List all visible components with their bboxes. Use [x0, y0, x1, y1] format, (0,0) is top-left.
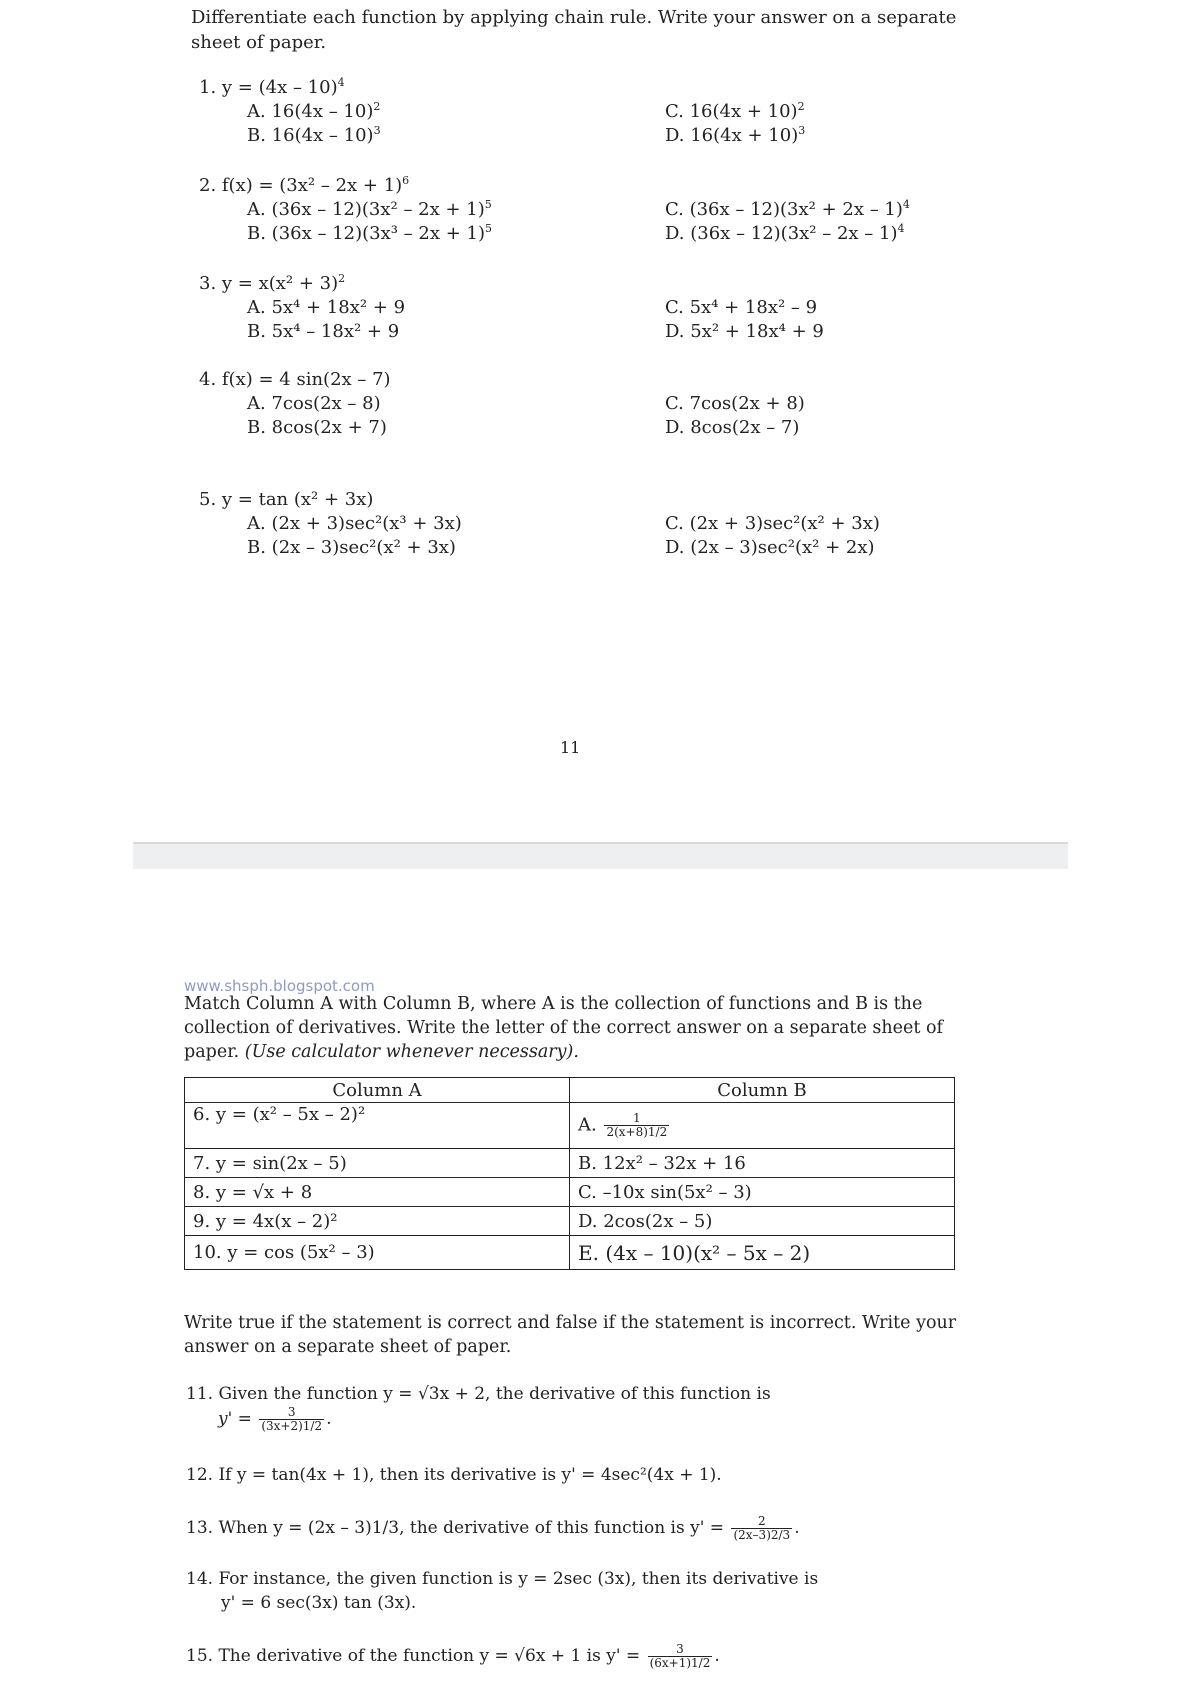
question-3-stem: 3. $y = x(x^2 + 3)^2$ — [199, 272, 346, 294]
fraction: $\frac{2}{(2x-3)2/3}$ — [733, 1514, 791, 1542]
question-5-options-left — [247, 512, 462, 560]
table-row — [185, 1103, 955, 1149]
question-1-stem: 1. y = (4x – 10)$^4$ — [199, 76, 345, 98]
option-5b: B. (2x – 3)sec²(x² + 3x) — [247, 537, 456, 558]
question-2 — [199, 174, 409, 198]
fraction: $\frac{1}{2(x+8)1/2}$ — [606, 1111, 668, 1139]
part1-instruction: Differentiate each function by applying chain rule. Write your answer on a separate sheet of paper. — [191, 7, 957, 53]
option-2a: A. $(36x - 12)(3x^2 - 2x + 1)^5$ — [247, 198, 492, 220]
question-2-options-left — [247, 198, 492, 246]
fraction: $\frac{3}{(3x+2)1/2}$ — [261, 1405, 323, 1433]
option-5c: C. (2x + 3)sec²(x² + 3x) — [665, 513, 880, 534]
column-b-cell: B. 12x² – 32x + 16 — [570, 1149, 955, 1178]
column-a-cell: 7. y = sin(2x – 5) — [185, 1149, 570, 1178]
option-4a: A. 7cos(2x – 8) — [247, 393, 381, 414]
column-a-cell: 9. y = 4x(x – 2)² — [185, 1207, 570, 1236]
column-b-cell: D. 2cos(2x – 5) — [570, 1207, 955, 1236]
option-3d: D. 5x² + 18x⁴ + 9 — [665, 321, 824, 342]
true-false-item-15: 15. The derivative of the function y = √6x + 1 is y' = $\frac{3}{(6x+1)1/2}$ . — [186, 1642, 720, 1670]
option-1d: D. $16(4x + 10)^3$ — [665, 124, 806, 146]
option-2c: C. $(36x - 12)(3x^2 + 2x - 1)^4$ — [665, 198, 910, 220]
option-1a: A. 16(4x – 10)$^2$ — [247, 100, 381, 122]
question-5-options-right — [665, 512, 880, 560]
option-5a: A. (2x + 3)sec²(x³ + 3x) — [247, 513, 462, 534]
question-4-options-left — [247, 392, 387, 440]
question-2-options-right — [665, 198, 910, 246]
question-4-stem: 4. f(x) = 4 sin(2x – 7) — [199, 369, 391, 390]
matching-table — [184, 1077, 955, 1270]
true-false-item-12: 12. If y = tan(4x + 1), then its derivative is y' = 4sec²(4x + 1). — [186, 1465, 722, 1485]
column-b-cell: C. –10x sin(5x² – 3) — [570, 1178, 955, 1207]
column-a-cell: 8. y = √x + 8 — [185, 1178, 570, 1207]
option-4b: B. 8cos(2x + 7) — [247, 417, 387, 438]
table-row — [185, 1178, 955, 1207]
question-3-options-left — [247, 296, 405, 344]
question-4 — [199, 368, 391, 392]
column-b-cell: A. $\frac{1}{2(x+8)1/2}$ — [570, 1103, 955, 1149]
true-false-item-14: 14. For instance, the given function is y = 2sec (3x), then its derivative is y' = 6 sec(3x) tan (3x). — [186, 1569, 819, 1613]
column-b-cell: E. (4x – 10)(x² – 5x – 2) — [570, 1236, 955, 1270]
option-5d: D. (2x – 3)sec²(x² + 2x) — [665, 537, 875, 558]
option-2b: B. $(36x - 12)(3x^3 - 2x + 1)^5$ — [247, 222, 493, 244]
option-3a: A. 5x⁴ + 18x² + 9 — [247, 297, 406, 318]
question-1 — [199, 76, 345, 100]
option-3c: C. 5x⁴ + 18x² – 9 — [665, 297, 818, 318]
true-false-item-13: 13. When y = (2x – 3)1/3, the derivative of this function is y' = $\frac{2}{(2x-3)2/3}$ . — [186, 1514, 800, 1542]
question-1-options-right — [665, 100, 805, 148]
question-4-options-right — [665, 392, 805, 440]
question-2-stem: 2. $f(x) = (3x^2 - 2x + 1)^6$ — [199, 174, 410, 196]
option-3b: B. 5x⁴ – 18x² + 9 — [247, 321, 400, 342]
option-4d: D. 8cos(2x – 7) — [665, 417, 800, 438]
column-a-cell: 10. y = cos (5x² – 3) — [185, 1236, 570, 1270]
question-5 — [199, 488, 373, 512]
option-1b: B. 16(4x – 10)$^3$ — [247, 124, 381, 146]
true-false-item-11: 11. Given the function y = √3x + 2, the derivative of this function is y' = $\frac{3}{(3x+2)1/2}$ . — [186, 1384, 771, 1433]
watermark: www.shsph.blogspot.com — [184, 977, 375, 995]
table-row — [185, 1207, 955, 1236]
column-b-header: Column B — [570, 1078, 955, 1103]
table-header-row — [185, 1078, 955, 1103]
column-a-cell: 6. y = (x² – 5x – 2)² — [185, 1103, 570, 1149]
question-3-options-right — [665, 296, 824, 344]
part3-instruction: Write true if the statement is correct and false if the statement is incorrect. Write your answer on a separate sheet of paper. — [184, 1313, 957, 1357]
option-2d: D. (36x – 12)(3x² – 2x – 1)$^4$ — [665, 222, 905, 244]
page-number: 11 — [560, 738, 581, 757]
table-row — [185, 1236, 955, 1270]
option-1c: C. $16(4x + 10)^2$ — [665, 100, 805, 122]
part2-instruction: Match Column A with Column B, where A is the collection of functions and B is the collection of derivatives. Write the letter of the correct answer on a separate sheet of paper. (Use calculator whenever necessary). — [184, 994, 943, 1062]
question-3 — [199, 272, 345, 296]
table-row — [185, 1149, 955, 1178]
question-1-options-left — [247, 100, 381, 148]
question-5-stem: 5. y = tan (x² + 3x) — [199, 489, 374, 510]
fraction: $\frac{3}{(6x+1)1/2}$ — [649, 1642, 711, 1670]
page-divider — [133, 842, 1068, 869]
option-4c: C. 7cos(2x + 8) — [665, 393, 805, 414]
column-a-header: Column A — [185, 1078, 570, 1103]
